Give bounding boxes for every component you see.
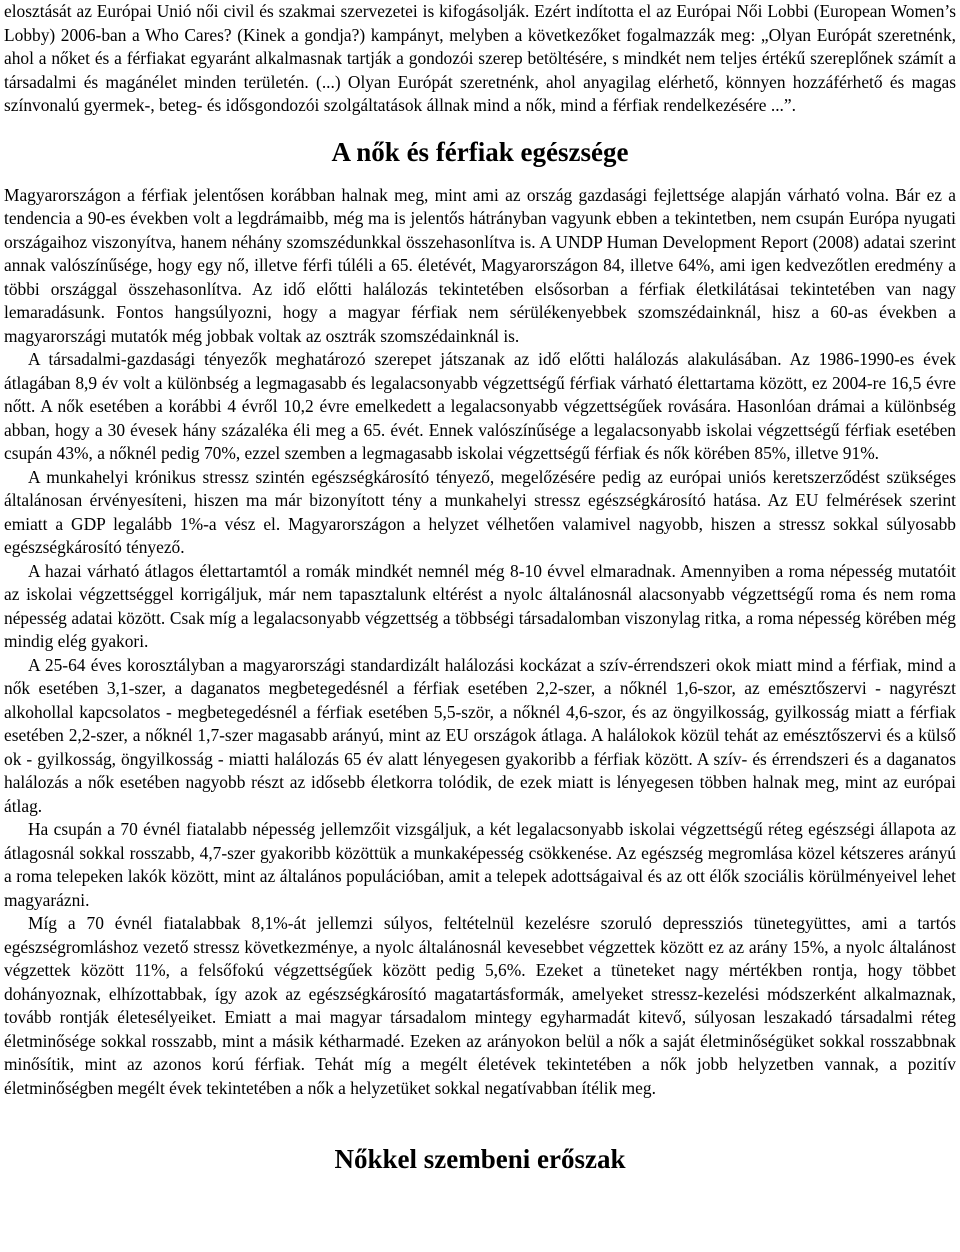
intro-paragraph: elosztását az Európai Unió női civil és szakmai szervezetei is kifogásolják. Ezért indította el az Európai Női Lobbi (European Women’s Lobby) 2006-ban a Who Cares? (Kinek a gondja?) kampányt, melyben a következőket fogalmazzák meg: „Olyan Európát szeretnénk, ahol a nőket és a férfiakat egyaránt alkalmasnak tartják a gondozói szerep betöltésére, s mindkét nem teljes értékű szereplőnek számít a társadalmi és magánélet minden területén. (...) Olyan Európát szeretnénk, ahol anyagilag elérhető, könnyen hozzáférhető és magas színvonalú gyermek-, beteg- és idősgondozói szolgáltatások állnak mind a nők, mind a férfiak rendelkezésére ...”. bbox=[4, 1, 956, 115]
health-paragraph-2: A társadalmi-gazdasági tényezők meghatározó szerepet játszanak az idő előtti halálozás alakulásában. Az 1986-1990-es évek átlagában 8,9 év volt a különbség a legmagasabb és legalacsonyabb végzettségű férfiak várható élettartama között, ez 2004-re 16,5 évre nőtt. A nők esetében a korábbi 4 évről 10,2 évre emelkedett a legalacsonyabb végzettségűek rovására. Hasonlóan drámai a különbség abban, hogy a 30 évesek hány százaléka éli meg a 65. évét. Ennek valószínűsége a legalacsonyabb iskolai végzettségű férfiak esetében csupán 43%, a nőknél pedig 70%, ezzel szemben a legmagasabb iskolai végzettségű férfiak és nők körében 85%, illetve 91%. bbox=[4, 349, 956, 463]
health-paragraph-5: A 25-64 éves korosztályban a magyarországi standardizált halálozási kockázat a szív-érrendszeri okok miatt mind a férfiak, mind a nők esetében 3,1-szer, a daganatos megbetegedésnél a férfiak esetében 2,2-szer, a nőknél 1,6-szor, az emésztőszervi - nagyrészt alkohollal kapcsolatos - megbetegedésnél a férfiak esetében 5,5-ször, a nőknél 4,6-szor, és az öngyilkosság, gyilkosság miatt a férfiak esetében 2,2-szer, a nőknél 1,7-szer magasabb arányú, mint az EU országok átlaga. A halálokok közül tehát az emésztőszervi és a külső ok - gyilkosság, öngyilkosság - miatti halálozás 65 év alatt lényegesen gyakoribb a férfiak között. A szív- és érrendszeri és a daganatos halálozás a nők esetében nagyobb részt az idősebb életkorra tolódik, de ezek miatt is lényegesen többen halnak meg, mint az európai átlag. bbox=[4, 654, 956, 816]
health-paragraph-3: A munkahelyi krónikus stressz szintén egészségkárosító tényező, megelőzésére pedig az európai uniós keretszerződést szükséges általánosan érvényesíteni, hiszen ma már bizonyított tény a munkahelyi stressz egészségkárosító hatása. Az EU felmérések szerint emiatt a GDP legalább 1%-a vész el. Magyarországon a helyzet vélhetően valamivel nagyobb, hiszen a stressz sokkal súlyosabb egészségkárosító tényező. bbox=[4, 466, 956, 557]
section-heading-violence: Nőkkel szembeni erőszak bbox=[334, 1144, 626, 1174]
health-paragraph-7: Míg a 70 évnél fiatalabbak 8,1%-át jellemzi súlyos, feltételnül kezelésre szoruló depressziós tünetegyüttes, ami a tartós egészségromláshoz vezető stressz következménye, a nyolc általánosnál kevesebbet végzettek között ez az arány 15%, a nyolc általánost végzettek között 11%, a felsőfokú végzettségűek között pedig 5,6%. Ezeket a tüneteket nagy mértékben rontja, hogy többet dohányoznak, elhízottabbak, így azok az egészségkárosító magatartásformák, amelyeket stressz-kezelési módszerként alkalmaznak, tovább rontják életesélyeiket. Emiatt a mai magyar társadalom mintegy egyharmadát kitevő, súlyosan leszakadó társadalmi réteg életminősége sokkal rosszabb, mint a másik kétharmadé. Ezeken az arányokon belül a nők a saját életminőségüket sokkal rosszabbnak minősítik, mint az azonos korú férfiak. Tehát míg a megélt életévek tekintetében a nők jobb helyzetben vannak, a pozitív életminőségben megélt évek tekintetében a nők a helyzetüket sokkal negatívabban ítélik meg. bbox=[4, 913, 956, 1098]
health-paragraph-4: A hazai várható átlagos élettartamtól a romák mindkét nemnél még 8-10 évvel elmaradnak. Amennyiben a roma népesség mutatóit az iskolai végzettséggel korrigáljuk, már nem tapasztalunk eltérést a nyolc általánosnál alacsonyabb végzettségű roma és nem roma népesség adatai között. Csak míg a legalacsonyabb végzettség a többségi társadalomban viszonylag ritka, a roma népesség körében még mindig elég gyakori. bbox=[4, 560, 956, 651]
document-page bbox=[4, 0, 956, 1175]
section-heading-health: A nők és férfiak egészsége bbox=[331, 136, 629, 167]
health-paragraph-1: Magyarországon a férfiak jelentősen korábban halnak meg, mint ami az ország gazdasági fejlettsége alapján várható volna. Bár ez a tendencia a 90-es években volt a legdrámaibb, még ma is jelentős hátrányban vagyunk ebben a tekintetben, nem csupán Európa nyugati országaihoz viszonyítva, hanem néhány szomszédunkkal összehasonlítva is. A UNDP Human Development Report (2008) adatai szerint annak valószínűsége, hogy egy nő, illetve férfi túléli a 65. életévét, Magyarországon 84, illetve 64%, ami igen kedvezőtlen eredmény a többi országgal összehasonlítva. Az idő előtti halálozás tekintetében elsősorban a férfiak életkilátásai tekintetében van nagy lemaradásunk. Fontos hangsúlyozni, hogy a magyar férfiak nem sérülékenyebbek szomszédainknál, hisz a 60-as években a magyarországi mutatók még jobbak voltak az osztrák szomszédainknál is. bbox=[4, 184, 956, 346]
health-paragraph-6: Ha csupán a 70 évnél fiatalabb népesség jellemzőit vizsgáljuk, a két legalacsonyabb iskolai végzettségű réteg egészségi állapota az átlagosnál sokkal rosszabb, 4,7-szer gyakoribb közöttük a munkaképesség csökkenése. Az egészség megromlása közel kétszeres arányú a roma telepeken lakók között, mint az általános populációban, amit a telepek adottságaival és az ott élők szociális körülményeivel lehet magyarázni. bbox=[4, 819, 956, 910]
